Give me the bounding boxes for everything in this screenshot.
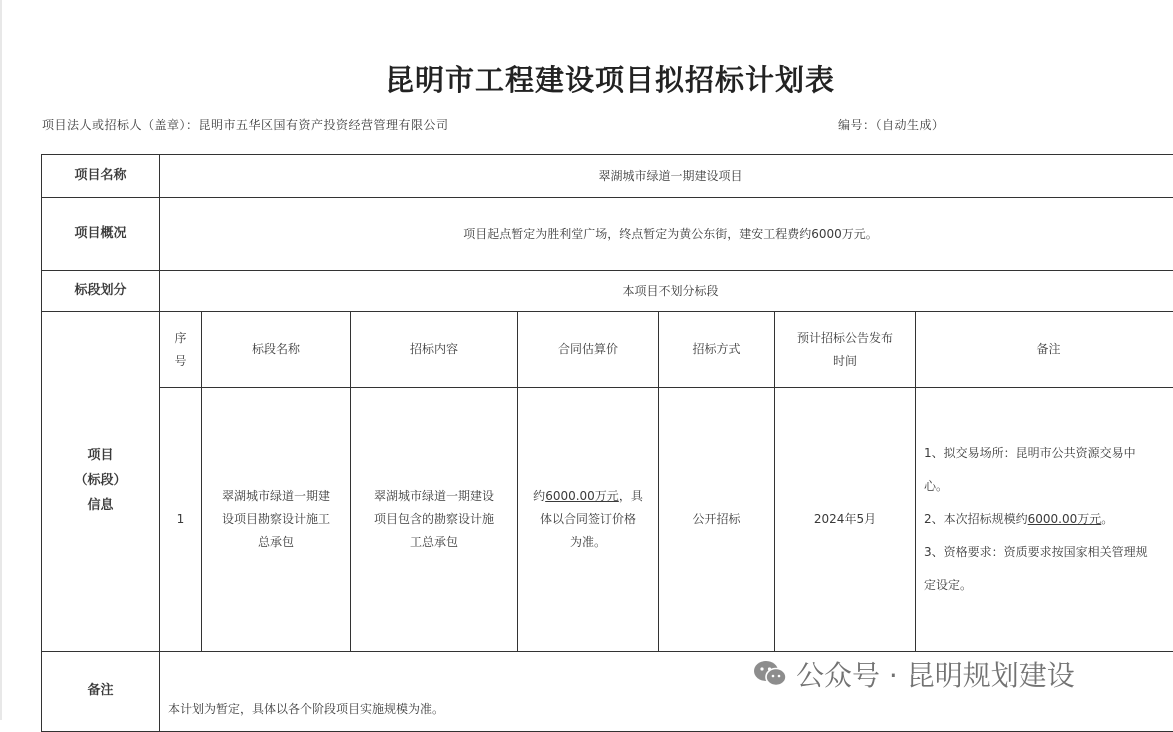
tender-content: [351, 388, 518, 652]
header-seq-line2: 号: [166, 350, 195, 373]
page-edge: [0, 0, 2, 720]
header-tender-method: 招标方式: [659, 312, 775, 388]
document-title: 昆明市工程建设项目拟招标计划表: [0, 58, 1173, 99]
publish-time: 2024年5月: [775, 388, 916, 652]
contract-price-line3: 为准。: [524, 531, 652, 554]
header-tender-content: 招标内容: [351, 312, 518, 388]
project-name-value: 翠湖城市绿道一期建设项目: [160, 155, 1173, 198]
contract-price-line2: 体以合同签订价格: [524, 508, 652, 531]
section-seq: 1: [160, 388, 202, 652]
remark-2-amount: 6000.00万元: [1028, 512, 1102, 526]
overview-row: [42, 198, 1173, 271]
section-name-line1: 翠湖城市绿道一期建: [208, 485, 344, 508]
section-info-label-line3: 信息: [48, 494, 153, 519]
plan-table: [41, 154, 1173, 732]
section-info-label: [42, 312, 160, 652]
tenderer-label: 项目法人或招标人（盖章）：昆明市五华区国有资产投资经营管理有限公司: [42, 116, 449, 133]
contract-price: [518, 388, 659, 652]
section-division-value: 本项目不划分标段: [160, 271, 1173, 312]
section-data-row: [42, 388, 1173, 652]
remark-3-line2: 定设定。: [924, 569, 1173, 602]
remark-2-suffix: 。: [1101, 512, 1113, 526]
price-amount: 6000.00万元: [545, 489, 619, 503]
watermark: [752, 654, 1075, 694]
project-name-label: 项目名称: [42, 155, 160, 198]
watermark-text: 公众号 · 昆明规划建设: [796, 654, 1075, 694]
document-number: 编号：（自动生成）: [838, 116, 945, 133]
remark-2-prefix: 2、本次招标规模约: [924, 512, 1028, 526]
header-seq: [160, 312, 202, 388]
remark-1-line2: 心。: [924, 470, 1173, 503]
tender-content-line3: 工总承包: [357, 531, 511, 554]
section-remarks: [916, 388, 1173, 652]
tender-method: 公开招标: [659, 388, 775, 652]
remark-2: [924, 503, 1173, 536]
project-name-row: [42, 155, 1173, 198]
header-publish-time-line1: 预计招标公告发布: [781, 327, 909, 350]
price-prefix: 约: [533, 489, 545, 503]
header-seq-line1: 序: [166, 327, 195, 350]
section-info-label-line1: 项目: [48, 444, 153, 469]
remark-label: 备注: [42, 652, 160, 732]
section-division-row: [42, 271, 1173, 312]
header-contract-price: 合同估算价: [518, 312, 659, 388]
tender-content-line1: 翠湖城市绿道一期建设: [357, 485, 511, 508]
section-header-row: [42, 312, 1173, 388]
tender-content-line2: 项目包含的勘察设计施: [357, 508, 511, 531]
remark-1-line1: 1、拟交易场所：昆明市公共资源交易中: [924, 437, 1173, 470]
header-section-name: 标段名称: [202, 312, 351, 388]
header-publish-time-line2: 时间: [781, 350, 909, 373]
section-info-label-line2: （标段）: [48, 469, 153, 494]
overview-label: 项目概况: [42, 198, 160, 271]
price-suffix: ，具: [619, 489, 643, 503]
section-division-label: 标段划分: [42, 271, 160, 312]
header-publish-time: [775, 312, 916, 388]
remark-3-line1: 3、资格要求：资质要求按国家相关管理规: [924, 536, 1173, 569]
section-name-line3: 总承包: [208, 531, 344, 554]
contract-price-line1: [524, 485, 652, 508]
remark-value: 本计划为暂定，具体以各个阶段项目实施规模为准。: [160, 652, 1173, 732]
overview-value: 项目起点暂定为胜利堂广场，终点暂定为黄公东街，建安工程费约6000万元。: [160, 198, 1173, 271]
wechat-icon: [752, 658, 788, 690]
section-name-line2: 设项目勘察设计施工: [208, 508, 344, 531]
header-remarks: 备注: [916, 312, 1173, 388]
section-name: [202, 388, 351, 652]
